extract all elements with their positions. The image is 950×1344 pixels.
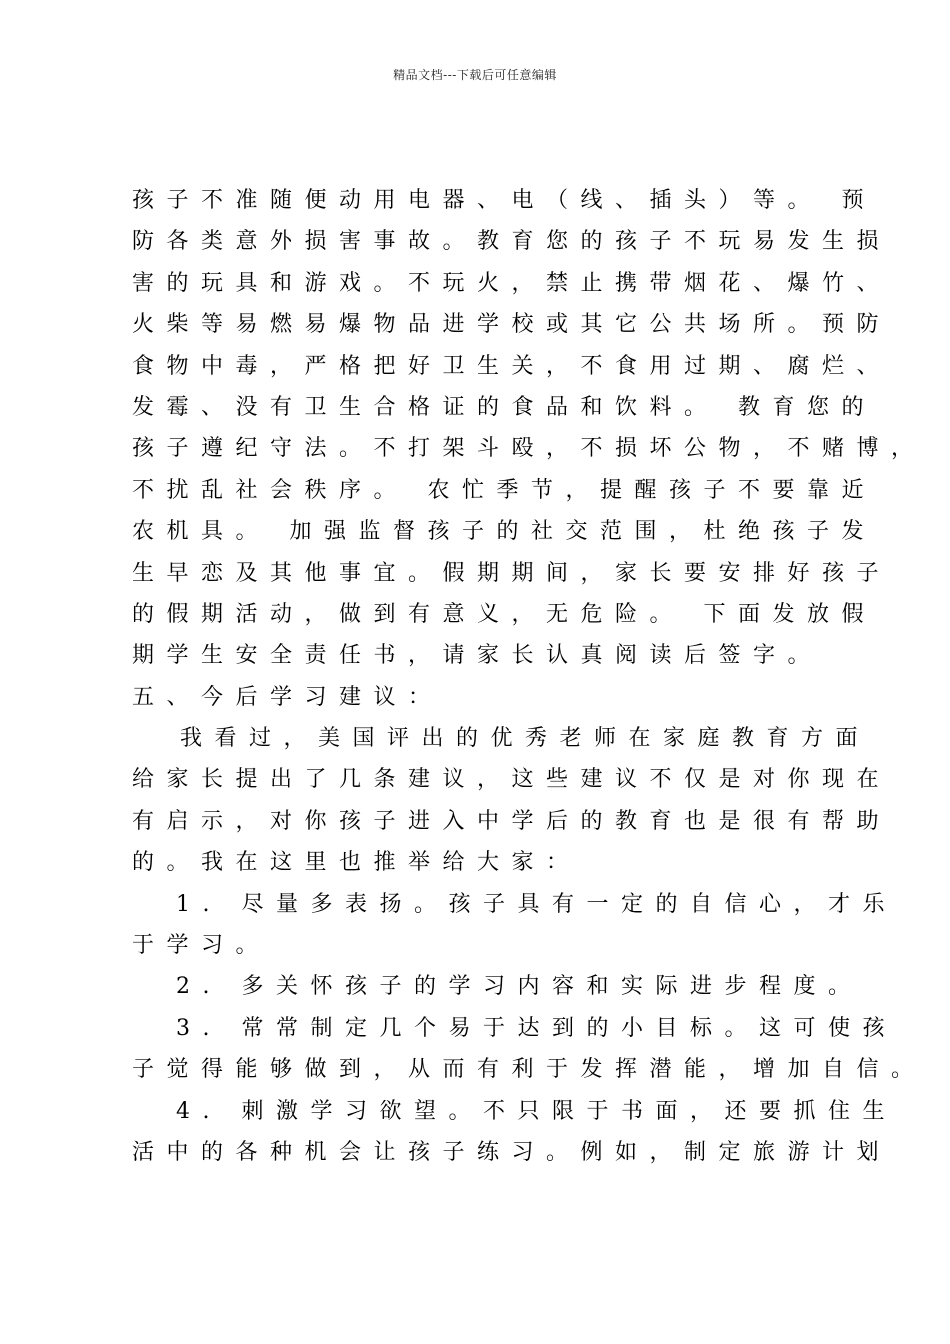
text-line: 于学习。 bbox=[132, 933, 271, 959]
text-line: 农机具。 加强监督孩子的社交范围，杜绝孩子发 bbox=[132, 519, 876, 545]
text-line: 给家长提出了几条建议，这些建议不仅是对你现在 bbox=[132, 767, 892, 793]
list-item: 2. 多关怀孩子的学习内容和实际进步程度。 bbox=[176, 974, 863, 1000]
document-body bbox=[132, 180, 926, 1173]
text-line: 活中的各种机会让孩子练习。例如，制定旅游计划 bbox=[132, 1139, 892, 1165]
list-item: 1. 尽量多表扬。孩子具有一定的自信心，才乐 bbox=[176, 891, 897, 917]
text-line: 发霉、没有卫生合格证的食品和饮料。 教育您的 bbox=[132, 394, 876, 420]
text-line: 有启示，对你孩子进入中学后的教育也是很有帮助 bbox=[132, 808, 892, 834]
text-line: 火柴等易燃易爆物品进学校或其它公共场所。预防 bbox=[132, 312, 892, 338]
text-line: 子觉得能够做到，从而有利于发挥潜能，增加自信。 bbox=[132, 1057, 926, 1083]
text-line: 害的玩具和游戏。不玩火，禁止携带烟花、爆竹、 bbox=[132, 270, 892, 296]
text-line: 的。我在这里也推举给大家： bbox=[132, 850, 581, 876]
text-line: 孩子遵纪守法。不打架斗殴，不损坏公物，不赌博， bbox=[132, 436, 926, 462]
text-line: 不扰乱社会秩序。 农忙季节，提醒孩子不要靠近 bbox=[132, 477, 876, 503]
text-line: 期学生安全责任书，请家长认真阅读后签字。 bbox=[132, 643, 823, 669]
text-line: 的假期活动，做到有意义，无危险。 下面发放假 bbox=[132, 601, 876, 627]
list-item: 3. 常常制定几个易于达到的小目标。这可使孩 bbox=[176, 1015, 897, 1041]
list-item: 4. 刺激学习欲望。不只限于书面，还要抓住生 bbox=[176, 1098, 897, 1124]
text-line: 食物中毒，严格把好卫生关，不食用过期、腐烂、 bbox=[132, 353, 892, 379]
text-line: 我看过，美国评出的优秀老师在家庭教育方面 bbox=[180, 726, 871, 752]
text-line: 防各类意外损害事故。教育您的孩子不玩易发生损 bbox=[132, 229, 892, 255]
section-heading: 五、今后学习建议： bbox=[132, 684, 443, 710]
text-line: 孩子不准随便动用电器、电（线、插头）等。 预 bbox=[132, 188, 876, 213]
page-header: 精品文档---下载后可任意编辑 bbox=[393, 68, 557, 82]
text-line: 生早恋及其他事宜。假期期间，家长要安排好孩子 bbox=[132, 560, 892, 586]
